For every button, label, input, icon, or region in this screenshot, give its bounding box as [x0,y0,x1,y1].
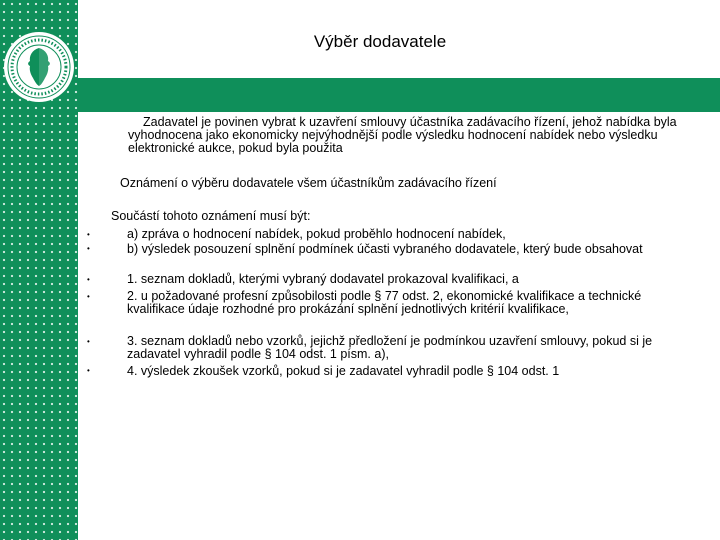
bullet-2: • [87,244,90,253]
bullet-4: • [87,292,90,301]
list-item-5: 3. seznam dokladů nebo vzorků, jejichž předložení je podmínkou uzavření smlouvy, pokud si je zadavatel vyhradil podle § 104 odst. 1 písm. a), [127,334,653,361]
list-item-2: b) výsledek posouzení splnění podmínek účasti vybraného dodavatele, který bude obsahovat [127,242,643,256]
list-item-6: 4. výsledek zkoušek vzorků, pokud si je zadavatel vyhradil podle § 104 odst. 1 [127,364,560,378]
list-item-4: 2. u požadované profesní způsobilosti podle § 77 odst. 2, ekonomické kvalifikace a technické kvalifikace údaje rozhodné pro prokázání splnění jednotlivých kritérií kvalifikace, [127,289,642,316]
list-item-3: 1. seznam dokladů, kterými vybraný dodavatel prokazoval kvalifikaci, a [127,272,519,286]
bullet-1: • [87,230,90,239]
green-header-bar [78,78,720,112]
intro-paragraph [128,116,688,155]
university-seal-icon [2,30,76,104]
intro-paragraph-text: Zadavatel je povinen vybrat k uzavření smlouvy účastníka zadávacího řízení, jehož nabídka byla vyhodnocena jako ekonomicky nejvýhodnější podle výsledku hodnocení nabídek nebo výsledku elektronické aukce, pokud byla použita [128,115,677,155]
bullet-6: • [87,366,90,375]
bullet-5: • [87,337,90,346]
bullet-3: • [87,275,90,284]
page-title: Výběr dodavatele [313,32,447,51]
list-item-1: a) zpráva o hodnocení nabídek, pokud proběhlo hodnocení nabídek, [127,227,506,241]
notice-line: Oznámení o výběru dodavatele všem účastníkům zadávacího řízení [120,176,497,190]
left-decorative-band [0,0,78,540]
list-heading: Součástí tohoto oznámení musí být: [111,209,311,223]
